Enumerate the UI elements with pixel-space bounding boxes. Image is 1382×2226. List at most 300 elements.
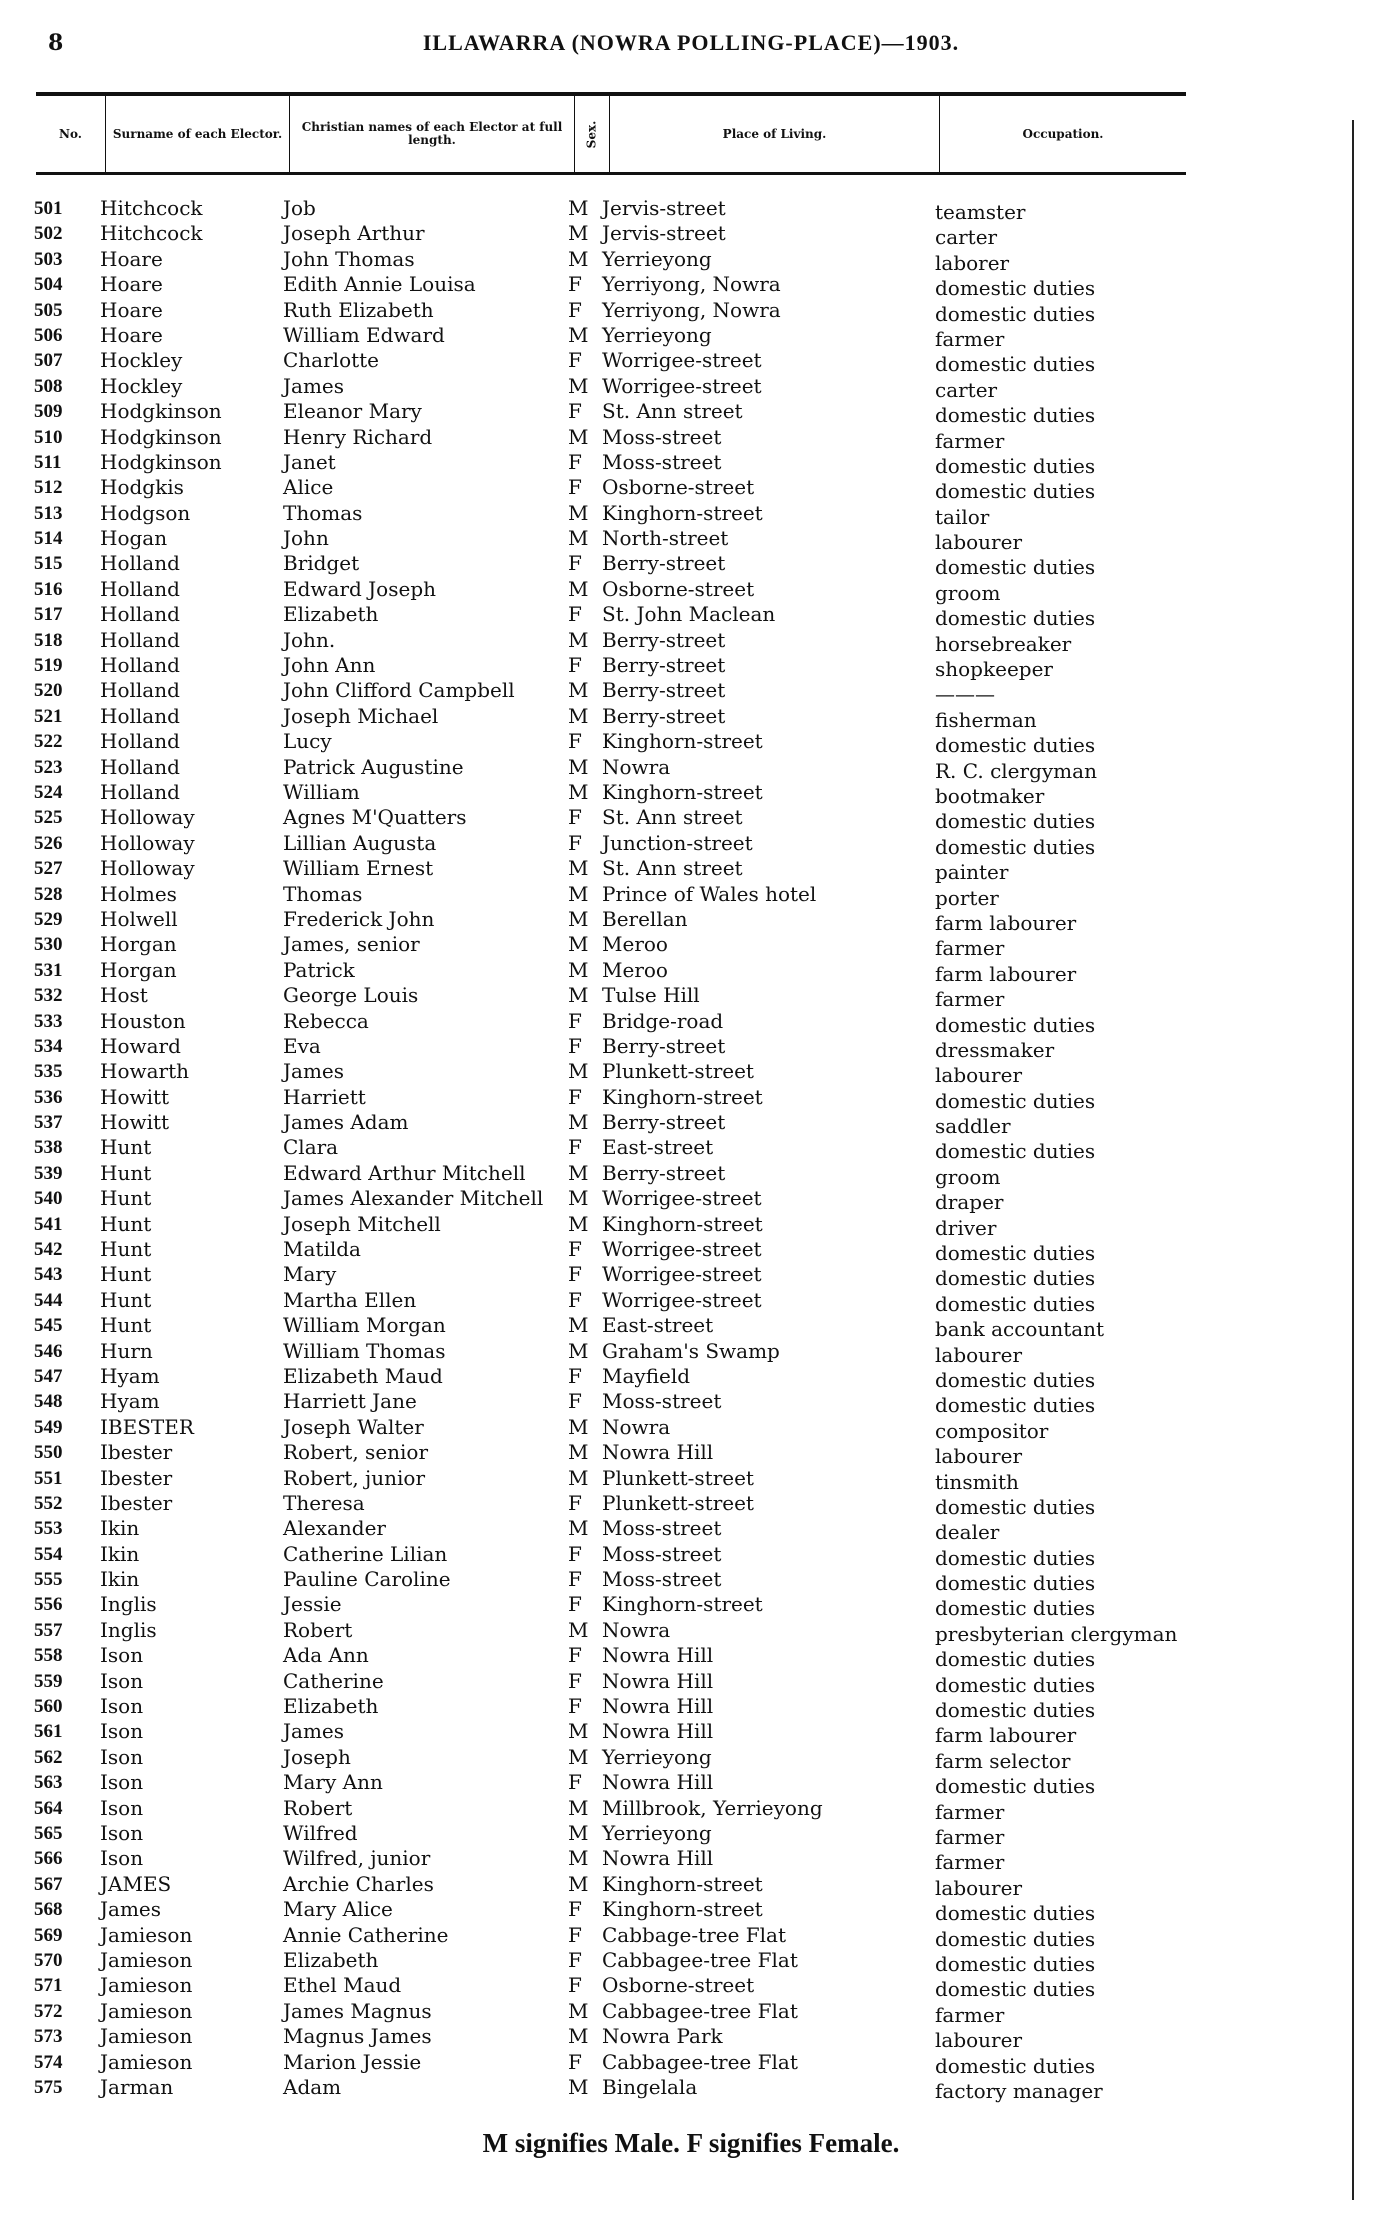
page-number: 8 bbox=[48, 30, 64, 56]
table-row bbox=[0, 1033, 1382, 1062]
elector-number: 505 bbox=[34, 299, 63, 321]
elector-occupation: farmer bbox=[935, 2002, 1005, 2027]
table-row bbox=[0, 729, 1382, 758]
elector-christian-names: John bbox=[283, 526, 329, 551]
elector-surname: Hogan bbox=[100, 526, 168, 551]
elector-christian-names: Magnus James bbox=[283, 2024, 432, 2049]
table-row bbox=[0, 2074, 1382, 2103]
elector-place: Kinghorn-street bbox=[602, 1592, 763, 1617]
elector-christian-names: Ruth Elizabeth bbox=[283, 297, 434, 322]
elector-place: Moss-street bbox=[602, 1389, 722, 1414]
table-row bbox=[0, 678, 1382, 707]
elector-sex: F bbox=[568, 1541, 582, 1566]
table-row bbox=[0, 1110, 1382, 1139]
elector-number: 516 bbox=[34, 578, 63, 600]
elector-sex: M bbox=[568, 322, 589, 347]
elector-occupation: painter bbox=[935, 860, 1009, 885]
elector-sex: M bbox=[568, 1719, 589, 1744]
elector-sex: M bbox=[568, 1186, 589, 1211]
elector-surname: Hunt bbox=[100, 1287, 152, 1312]
elector-number: 565 bbox=[34, 1823, 63, 1844]
elector-place: Bingelala bbox=[602, 2074, 698, 2099]
elector-place: Prince of Wales hotel bbox=[602, 881, 817, 906]
elector-number: 555 bbox=[34, 1569, 63, 1591]
elector-christian-names: Robert bbox=[283, 1617, 353, 1642]
elector-surname: Inglis bbox=[100, 1617, 157, 1642]
elector-number: 531 bbox=[34, 959, 63, 981]
elector-christian-names: Matilda bbox=[283, 1237, 361, 1262]
elector-sex: M bbox=[568, 754, 589, 779]
elector-occupation: draper bbox=[935, 1190, 1004, 1215]
elector-occupation: domestic duties bbox=[935, 2053, 1096, 2078]
elector-christian-names: Clara bbox=[283, 1135, 339, 1160]
elector-occupation: labourer bbox=[935, 2028, 1023, 2053]
elector-surname: Hunt bbox=[100, 1186, 152, 1211]
elector-sex: F bbox=[568, 805, 582, 830]
table-row bbox=[0, 881, 1382, 910]
elector-christian-names: Adam bbox=[283, 2074, 342, 2099]
elector-christian-names: Eva bbox=[283, 1033, 321, 1058]
elector-sex: M bbox=[568, 1998, 589, 2023]
elector-occupation: domestic duties bbox=[935, 1139, 1096, 1164]
elector-occupation: laborer bbox=[935, 250, 1010, 275]
elector-sex: F bbox=[568, 1668, 582, 1693]
elector-sex: M bbox=[568, 881, 589, 906]
elector-christian-names: Pauline Caroline bbox=[283, 1567, 451, 1592]
elector-place: Kinghorn-street bbox=[602, 779, 763, 804]
elector-place: Osborne-street bbox=[602, 475, 755, 500]
elector-surname: Ison bbox=[100, 1821, 144, 1845]
table-row bbox=[0, 779, 1382, 808]
elector-surname: Holland bbox=[100, 729, 180, 754]
elector-surname: Ikin bbox=[100, 1567, 140, 1592]
elector-place: Junction-street bbox=[602, 830, 753, 855]
elector-christian-names: George Louis bbox=[283, 983, 419, 1008]
elector-christian-names: James Magnus bbox=[283, 1998, 432, 2023]
elector-number: 574 bbox=[34, 2051, 63, 2073]
header-place: Place of Living. bbox=[610, 96, 940, 172]
elector-surname: Holland bbox=[100, 678, 180, 703]
table-row bbox=[0, 1592, 1382, 1621]
elector-christian-names: James bbox=[283, 1059, 345, 1084]
elector-place: Berry-street bbox=[602, 551, 726, 576]
elector-sex: M bbox=[568, 424, 589, 449]
elector-occupation: domestic duties bbox=[935, 1241, 1096, 1266]
elector-sex: F bbox=[568, 1237, 582, 1262]
elector-number: 510 bbox=[34, 426, 63, 448]
elector-occupation: domestic duties bbox=[935, 1545, 1096, 1570]
elector-occupation: farm selector bbox=[935, 1748, 1071, 1773]
elector-number: 539 bbox=[34, 1162, 63, 1184]
elector-number: 554 bbox=[34, 1543, 63, 1565]
elector-sex: M bbox=[568, 1440, 589, 1465]
elector-number: 504 bbox=[34, 274, 63, 296]
elector-number: 571 bbox=[34, 1975, 63, 1997]
elector-surname: Holloway bbox=[100, 856, 195, 881]
elector-occupation: domestic duties bbox=[935, 555, 1096, 580]
elector-sex: M bbox=[568, 678, 589, 703]
elector-sex: F bbox=[568, 1084, 582, 1109]
elector-sex: F bbox=[568, 551, 582, 576]
elector-place: Nowra Hill bbox=[602, 1643, 714, 1668]
table-row bbox=[0, 576, 1382, 605]
elector-occupation: domestic duties bbox=[935, 1012, 1096, 1037]
elector-occupation: groom bbox=[935, 1164, 1001, 1189]
elector-surname: Hodgson bbox=[100, 500, 191, 525]
elector-sex: M bbox=[568, 856, 589, 881]
elector-christian-names: Mary bbox=[283, 1262, 337, 1287]
elector-number: 567 bbox=[34, 1873, 63, 1895]
elector-sex: F bbox=[568, 1363, 582, 1388]
elector-surname: Howarth bbox=[100, 1059, 190, 1084]
elector-number: 575 bbox=[34, 2076, 63, 2098]
elector-place: Bridge-road bbox=[602, 1008, 724, 1033]
elector-christian-names: Janet bbox=[283, 449, 336, 474]
elector-number: 511 bbox=[34, 451, 62, 473]
elector-number: 563 bbox=[34, 1772, 63, 1794]
elector-sex: M bbox=[568, 1338, 589, 1363]
elector-surname: Hockley bbox=[100, 348, 183, 373]
elector-surname: Howitt bbox=[100, 1084, 170, 1109]
elector-place: Yerriyong, Nowra bbox=[602, 297, 781, 322]
elector-surname: Ibester bbox=[100, 1490, 173, 1515]
elector-place: Yerrieyong bbox=[602, 1821, 712, 1845]
elector-surname: Ibester bbox=[100, 1440, 173, 1465]
elector-sex: M bbox=[568, 932, 589, 957]
elector-occupation: domestic duties bbox=[935, 1367, 1096, 1392]
table-row bbox=[0, 1338, 1382, 1367]
elector-surname: Hunt bbox=[100, 1160, 152, 1185]
elector-surname: Holland bbox=[100, 602, 180, 627]
elector-number: 502 bbox=[34, 223, 63, 245]
elector-number: 559 bbox=[34, 1670, 63, 1692]
table-row bbox=[0, 1313, 1382, 1342]
elector-christian-names: James, senior bbox=[283, 932, 420, 957]
elector-surname: Host bbox=[100, 983, 148, 1008]
elector-occupation: domestic duties bbox=[935, 1977, 1096, 2002]
elector-occupation: factory manager bbox=[935, 2078, 1103, 2103]
elector-occupation: driver bbox=[935, 1215, 997, 1240]
elector-place: Cabbagee-tree Flat bbox=[602, 1947, 798, 1972]
table-row bbox=[0, 627, 1382, 656]
elector-number: 564 bbox=[34, 1797, 63, 1819]
elector-sex: M bbox=[568, 957, 589, 982]
elector-sex: F bbox=[568, 1897, 582, 1922]
elector-christian-names: Alexander bbox=[283, 1516, 386, 1541]
table-row bbox=[0, 373, 1382, 402]
elector-surname: Hunt bbox=[100, 1211, 152, 1236]
elector-number: 519 bbox=[34, 655, 63, 677]
header-christian-names: Christian names of each Elector at full length. bbox=[290, 96, 575, 172]
elector-place: St. Ann street bbox=[602, 856, 743, 881]
elector-occupation: labourer bbox=[935, 530, 1023, 555]
elector-number: 550 bbox=[34, 1442, 63, 1464]
elector-number: 548 bbox=[34, 1391, 63, 1413]
elector-surname: Hoare bbox=[100, 322, 163, 347]
elector-surname: James bbox=[100, 1897, 162, 1922]
elector-occupation: domestic duties bbox=[935, 1647, 1096, 1672]
table-row bbox=[0, 1414, 1382, 1443]
footer-legend: M signifies Male. F signifies Female. bbox=[482, 2128, 900, 2158]
elector-occupation: farm labourer bbox=[935, 961, 1077, 986]
elector-sex: F bbox=[568, 1008, 582, 1033]
table-row bbox=[0, 246, 1382, 275]
elector-surname: Ison bbox=[100, 1668, 144, 1693]
table-row bbox=[0, 272, 1382, 301]
elector-number: 542 bbox=[34, 1239, 63, 1261]
elector-sex: M bbox=[568, 1059, 589, 1084]
elector-occupation: farmer bbox=[935, 1825, 1005, 1849]
elector-occupation: domestic duties bbox=[935, 1088, 1096, 1113]
elector-place: Kinghorn-street bbox=[602, 1084, 763, 1109]
elector-christian-names: Bridget bbox=[283, 551, 360, 576]
table-row bbox=[0, 348, 1382, 377]
elector-christian-names: Harriett bbox=[283, 1084, 366, 1109]
elector-place: Berellan bbox=[602, 906, 688, 931]
elector-christian-names: Job bbox=[283, 196, 316, 220]
elector-number: 532 bbox=[34, 985, 63, 1007]
elector-surname: Holloway bbox=[100, 805, 195, 830]
elector-place: Worrigee-street bbox=[602, 1237, 762, 1262]
table-row bbox=[0, 932, 1382, 961]
table-row bbox=[0, 221, 1382, 250]
elector-christian-names: Robert bbox=[283, 1795, 353, 1820]
elector-place: Millbrook, Yerrieyong bbox=[602, 1795, 823, 1820]
elector-occupation: domestic duties bbox=[935, 1494, 1096, 1519]
elector-christian-names: James Alexander Mitchell bbox=[283, 1186, 544, 1211]
table-row bbox=[0, 1008, 1382, 1037]
elector-surname: Hyam bbox=[100, 1389, 160, 1414]
elector-place: Yerriyong, Nowra bbox=[602, 272, 781, 297]
elector-place: Nowra Hill bbox=[602, 1719, 714, 1744]
elector-sex: F bbox=[568, 1694, 582, 1719]
elector-sex: M bbox=[568, 1744, 589, 1769]
table-row bbox=[0, 1821, 1382, 1849]
elector-christian-names: John Clifford Campbell bbox=[283, 678, 515, 703]
elector-number: 549 bbox=[34, 1416, 63, 1438]
elector-list bbox=[0, 196, 1382, 2103]
elector-occupation: tailor bbox=[935, 504, 990, 529]
elector-place: Berry-street bbox=[602, 627, 726, 652]
elector-christian-names: Edith Annie Louisa bbox=[283, 272, 476, 297]
table-row bbox=[0, 1897, 1382, 1926]
table-row bbox=[0, 1770, 1382, 1799]
elector-sex: M bbox=[568, 500, 589, 525]
elector-occupation: domestic duties bbox=[935, 301, 1096, 326]
elector-sex: F bbox=[568, 1262, 582, 1287]
elector-number: 524 bbox=[34, 781, 63, 803]
elector-place: St. John Maclean bbox=[602, 602, 776, 627]
table-row bbox=[0, 703, 1382, 732]
elector-number: 572 bbox=[34, 2000, 63, 2022]
elector-number: 520 bbox=[34, 680, 63, 702]
elector-surname: Hunt bbox=[100, 1135, 152, 1160]
elector-sex: F bbox=[568, 1287, 582, 1312]
elector-surname: JAMES bbox=[100, 1871, 172, 1896]
elector-number: 501 bbox=[34, 198, 63, 219]
running-head: ILLAWARRA (NOWRA POLLING-PLACE)—1903. bbox=[422, 30, 960, 55]
elector-sex: F bbox=[568, 348, 582, 373]
header-sex-label: Sex. bbox=[584, 120, 599, 148]
table-row bbox=[0, 526, 1382, 555]
elector-number: 547 bbox=[34, 1365, 63, 1387]
table-row bbox=[0, 906, 1382, 935]
elector-surname: Holland bbox=[100, 703, 180, 728]
elector-number: 526 bbox=[34, 832, 63, 854]
elector-place: Berry-street bbox=[602, 653, 726, 678]
elector-number: 508 bbox=[34, 375, 63, 397]
elector-number: 503 bbox=[34, 248, 63, 270]
table-row bbox=[0, 653, 1382, 682]
elector-christian-names: Elizabeth bbox=[283, 1947, 379, 1972]
elector-place: North-street bbox=[602, 526, 729, 551]
elector-place: Kinghorn-street bbox=[602, 1871, 763, 1896]
elector-christian-names: Wilfred, junior bbox=[283, 1846, 431, 1871]
elector-christian-names: James bbox=[283, 1719, 345, 1744]
elector-occupation: farmer bbox=[935, 936, 1005, 961]
elector-christian-names: Thomas bbox=[283, 500, 363, 525]
elector-occupation: domestic duties bbox=[935, 1926, 1096, 1951]
elector-place: Plunkett-street bbox=[602, 1465, 754, 1490]
elector-sex: M bbox=[568, 1465, 589, 1490]
elector-surname: Jamieson bbox=[100, 1947, 193, 1972]
elector-christian-names: Theresa bbox=[283, 1490, 365, 1515]
elector-surname: Ison bbox=[100, 1795, 144, 1820]
table-row bbox=[0, 1440, 1382, 1469]
elector-surname: Inglis bbox=[100, 1592, 157, 1617]
elector-sex: M bbox=[568, 627, 589, 652]
elector-christian-names: William Edward bbox=[283, 322, 445, 347]
elector-christian-names: Eleanor Mary bbox=[283, 399, 422, 424]
elector-number: 558 bbox=[34, 1645, 63, 1667]
elector-number: 513 bbox=[34, 502, 63, 524]
table-row bbox=[0, 1567, 1382, 1596]
table-row bbox=[0, 1795, 1382, 1824]
elector-occupation: bootmaker bbox=[935, 783, 1045, 808]
elector-surname: Ibester bbox=[100, 1465, 173, 1490]
header-no: No. bbox=[36, 96, 106, 172]
table-row bbox=[0, 1287, 1382, 1316]
elector-occupation: domestic duties bbox=[935, 1698, 1096, 1723]
elector-surname: Hunt bbox=[100, 1262, 152, 1287]
table-row bbox=[0, 1694, 1382, 1723]
table-row bbox=[0, 1059, 1382, 1088]
elector-surname: Hurn bbox=[100, 1338, 153, 1363]
elector-place: Cabbagee-tree Flat bbox=[602, 2049, 798, 2074]
elector-occupation: domestic duties bbox=[935, 1901, 1096, 1926]
elector-sex: M bbox=[568, 906, 589, 931]
elector-number: 543 bbox=[34, 1264, 63, 1286]
table-row bbox=[0, 322, 1382, 351]
elector-surname: Jarman bbox=[100, 2074, 174, 2099]
elector-occupation: compositor bbox=[935, 1418, 1049, 1443]
elector-sex: M bbox=[568, 2074, 589, 2099]
elector-christian-names: Frederick John bbox=[283, 906, 435, 931]
elector-number: 546 bbox=[34, 1340, 63, 1362]
elector-place: Yerrieyong bbox=[602, 246, 712, 271]
elector-sex: F bbox=[568, 830, 582, 855]
elector-place: Worrigee-street bbox=[602, 373, 762, 398]
elector-surname: Jamieson bbox=[100, 2049, 193, 2074]
elector-number: 517 bbox=[34, 604, 63, 626]
elector-occupation: saddler bbox=[935, 1114, 1011, 1139]
elector-place: Nowra Park bbox=[602, 2024, 723, 2049]
elector-sex: F bbox=[568, 475, 582, 500]
elector-sex: F bbox=[568, 653, 582, 678]
elector-surname: Ison bbox=[100, 1846, 144, 1871]
elector-place: Osborne-street bbox=[602, 1973, 755, 1998]
elector-number: 523 bbox=[34, 756, 63, 778]
elector-surname: Hitchcock bbox=[100, 196, 203, 220]
elector-christian-names: Lillian Augusta bbox=[283, 830, 437, 855]
elector-christian-names: Patrick bbox=[283, 957, 355, 982]
table-row bbox=[0, 1871, 1382, 1900]
elector-christian-names: Edward Arthur Mitchell bbox=[283, 1160, 526, 1185]
elector-christian-names: Catherine bbox=[283, 1668, 384, 1693]
elector-sex: F bbox=[568, 1135, 582, 1160]
elector-occupation: domestic duties bbox=[935, 1571, 1096, 1596]
table-row bbox=[0, 983, 1382, 1012]
header-occupation: Occupation. bbox=[1022, 126, 1104, 141]
table-row bbox=[0, 856, 1382, 885]
elector-christian-names: Harriett Jane bbox=[283, 1389, 417, 1414]
table-row bbox=[0, 551, 1382, 580]
table-row bbox=[0, 1262, 1382, 1291]
table-row bbox=[0, 500, 1382, 529]
elector-surname: Jamieson bbox=[100, 2024, 193, 2049]
elector-number: 528 bbox=[34, 883, 63, 905]
table-row bbox=[0, 475, 1382, 504]
elector-occupation: domestic duties bbox=[935, 479, 1096, 504]
elector-place: Nowra Hill bbox=[602, 1694, 714, 1719]
elector-christian-names: William Morgan bbox=[283, 1313, 446, 1338]
table-row bbox=[0, 602, 1382, 631]
elector-occupation: domestic duties bbox=[935, 352, 1096, 377]
elector-christian-names: Henry Richard bbox=[283, 424, 433, 449]
elector-christian-names: Mary Ann bbox=[283, 1770, 383, 1795]
elector-number: 527 bbox=[34, 858, 63, 880]
elector-place: Berry-street bbox=[602, 678, 726, 703]
elector-sex: F bbox=[568, 1770, 582, 1795]
elector-surname: Ison bbox=[100, 1719, 144, 1744]
elector-sex: M bbox=[568, 1313, 589, 1338]
elector-occupation: R. C. clergyman bbox=[935, 758, 1097, 783]
elector-number: 553 bbox=[34, 1518, 63, 1540]
elector-sex: F bbox=[568, 399, 582, 424]
elector-sex: M bbox=[568, 779, 589, 804]
elector-surname: Hodgkinson bbox=[100, 424, 222, 449]
elector-christian-names: John Ann bbox=[283, 653, 376, 678]
table-row bbox=[0, 1744, 1382, 1773]
elector-surname: Ison bbox=[100, 1770, 144, 1795]
table-row bbox=[0, 805, 1382, 834]
elector-occupation: fisherman bbox=[935, 707, 1037, 732]
elector-place: Cabbage-tree Flat bbox=[602, 1922, 787, 1947]
elector-christian-names: Agnes M'Quatters bbox=[283, 805, 467, 830]
elector-surname: Holland bbox=[100, 779, 180, 804]
elector-sex: F bbox=[568, 297, 582, 322]
elector-sex: F bbox=[568, 2049, 582, 2074]
table-row bbox=[0, 297, 1382, 326]
elector-surname: Houston bbox=[100, 1008, 186, 1033]
elector-occupation: presbyterian clergyman bbox=[935, 1621, 1178, 1646]
elector-place: Plunkett-street bbox=[602, 1490, 754, 1515]
elector-occupation: porter bbox=[935, 885, 999, 910]
elector-sex: M bbox=[568, 983, 589, 1008]
elector-surname: Holland bbox=[100, 551, 180, 576]
table-row bbox=[0, 1973, 1382, 2002]
elector-occupation: domestic duties bbox=[935, 453, 1096, 478]
